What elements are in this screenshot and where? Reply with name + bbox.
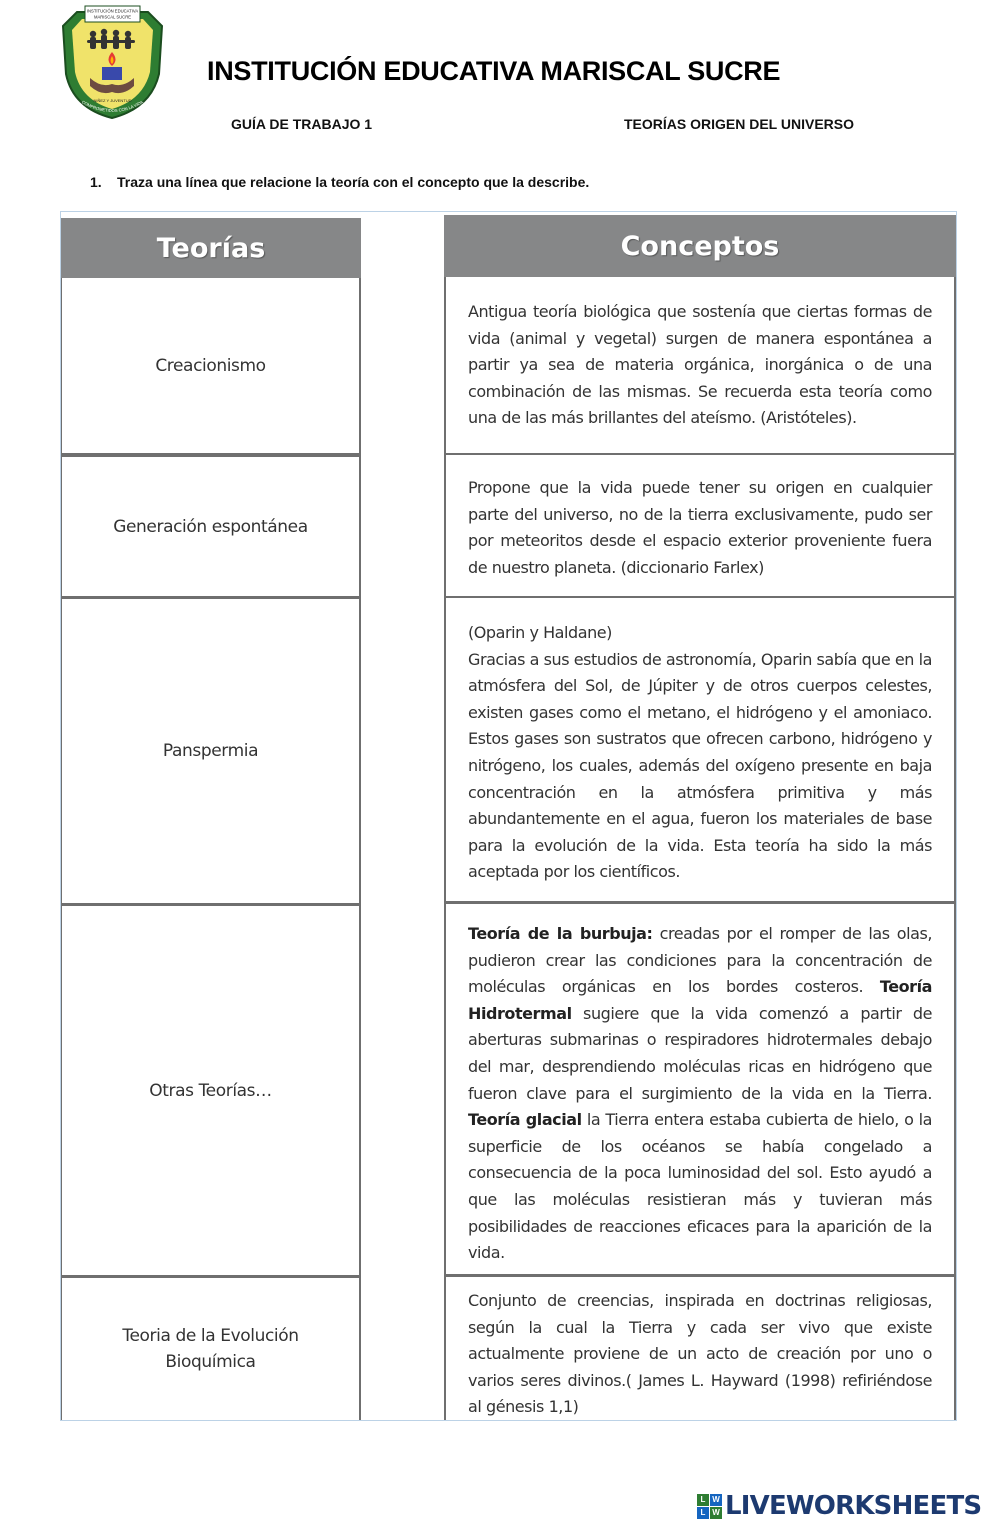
svg-text:MARISCAL SUCRE: MARISCAL SUCRE — [93, 14, 132, 20]
theory-label: Otras Teorías… — [149, 1080, 272, 1101]
concept-cell-5[interactable] — [444, 1275, 956, 1420]
concept-cell-1[interactable] — [444, 277, 956, 455]
liveworksheets-badge-icon: L W L W — [697, 1494, 722, 1519]
concepts-header: Conceptos — [444, 215, 956, 277]
concept-text: Gracias a sus estudios de astronomía, Oparin sabía que en la atmósfera del Sol, de Júpiter y de otros cuerpos celestes, existen gases como el metano, el hidrógeno y el amoniaco. Estos gases son sustratos que ofrecen carbono, hidrógeno y nitrógeno, los cuales, además del oxígeno presente en baja concentración en la atmósfera primitiva y más abundantemente en el agua, fueron los materiales de base para la evolución de la vida. Esta teoría ha sido la más aceptada por los científicos. — [468, 649, 932, 882]
instruction-number: 1. — [90, 174, 102, 190]
text-bubble-theory: creadas por el romper de las olas, pudieron crear las condiciones para la concentración de moléculas orgánicas en los bordes costeros. — [468, 924, 932, 997]
theory-label — [122, 1323, 298, 1375]
instruction — [90, 174, 589, 190]
concept-text — [468, 921, 932, 1267]
svg-text:COMPROMETIDOS CON LA VIDA: COMPROMETIDOS CON LA VIDA — [80, 99, 144, 114]
instruction-text: Traza una línea que relacione la teoría con el concepto que la describe. — [117, 174, 590, 190]
theory-label: Generación espontánea — [113, 516, 308, 537]
concept-text: Conjunto de creencias, inspirada en doctrinas religiosas, según la cual la Tierra y cada ser vivo que existe actualmente proviene de un acto de creación por uno o varios seres divinos.( James L. Hayward (1998) refiriéndose al génesis 1,1) — [468, 1291, 932, 1417]
term-glacial-theory: Teoría glacial — [468, 1110, 582, 1130]
theory-cell-evolucion-bioquimica[interactable] — [61, 1276, 361, 1420]
concept-cell-3[interactable] — [444, 596, 956, 903]
theory-label-line-1: Teoria de la Evolución — [122, 1326, 299, 1346]
topic-label: TEORÍAS ORIGEN DEL UNIVERSO — [624, 116, 854, 132]
svg-text:NIÑEZ Y JUVENTUD: NIÑEZ Y JUVENTUD — [93, 98, 132, 103]
liveworksheets-logo — [697, 1490, 981, 1522]
theories-header: Teorías — [61, 218, 361, 278]
institution-title: INSTITUCIÓN EDUCATIVA MARISCAL SUCRE — [207, 56, 781, 86]
institution-crest-logo — [55, 4, 170, 122]
theory-label: Panspermia — [162, 741, 259, 761]
concept-text: Propone que la vida puede tener su origen en cualquier parte del universo, no de la tierra exclusivamente, pudo ser por meteoritos desde el espacio exterior proveniente fuera de nuestro planeta. (diccionario Farlex) — [468, 478, 932, 577]
theory-cell-generacion-espontanea[interactable] — [61, 455, 361, 598]
concept-cell-4[interactable] — [444, 902, 956, 1276]
theory-label-line-2: Bioquímica — [165, 1352, 256, 1372]
svg-text:INSTITUCIÓN EDUCATIVA: INSTITUCIÓN EDUCATIVA — [86, 8, 139, 14]
term-bubble-theory: Teoría de la burbuja: — [468, 924, 653, 943]
liveworksheets-brand: LIVEWORKSHEETS — [725, 1491, 982, 1521]
theory-cell-otras-teorias[interactable] — [61, 904, 361, 1277]
theory-label: Creacionismo — [155, 355, 266, 376]
term-hydrothermal-theory: Teoría Hidrotermal — [468, 977, 932, 1023]
theory-cell-panspermia[interactable] — [61, 597, 361, 905]
concept-author: (Oparin y Haldane) — [468, 623, 612, 642]
theory-cell-creacionismo[interactable] — [61, 278, 361, 455]
text-hydrothermal-theory: sugiere que la vida comenzó a partir de aberturas submarinas o respiradores hidrotermales debajo del mar, desprendiendo moléculas ricas en hidrógeno que fueron clave para el surgimiento de la vida en la Tierra. — [468, 1003, 932, 1103]
concept-text: Antigua teoría biológica que sostenía que ciertas formas de vida (animal y vegetal) surgen de manera espontánea a partir ya sea de materia orgánica, inorgánica o de una combinación de las mismas. Se recuerda esta teoría como una de las más brillantes del ateísmo. (Aristóteles). — [468, 302, 932, 428]
text-glacial-theory: la Tierra entera estaba cubierta de hielo, o la superficie de los océanos se había congelado a consecuencia de la poca luminosidad del sol. Esto ayudó a que las moléculas resistieran más y tuvieran más posibilidades de reacciones eficaces para la aparición de la vida. — [468, 1110, 932, 1263]
concept-cell-2[interactable] — [444, 453, 956, 598]
guide-label: GUÍA DE TRABAJO 1 — [231, 116, 373, 132]
